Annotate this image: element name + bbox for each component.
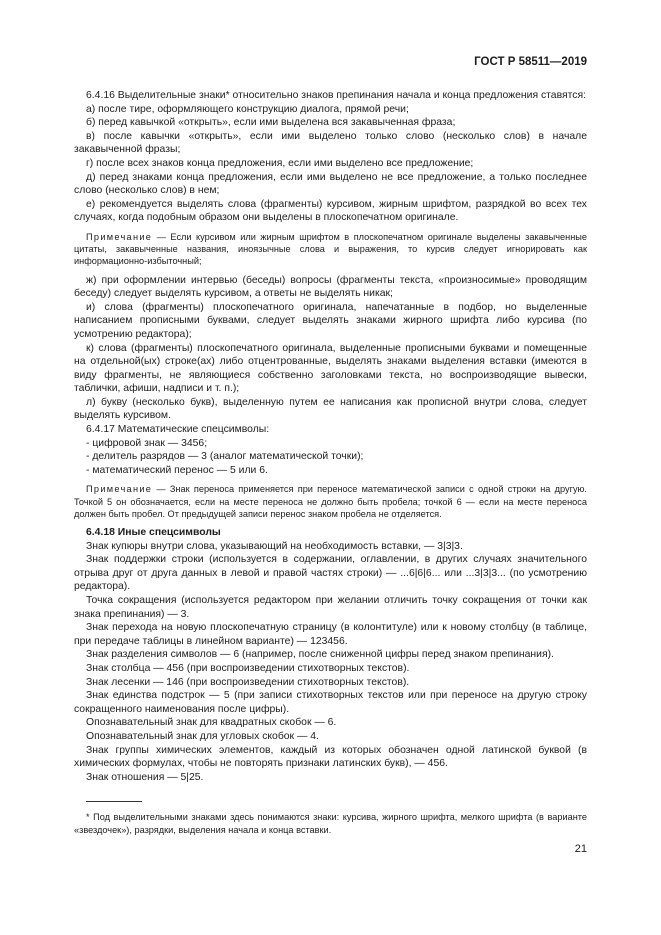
list-item: Знак купюры внутри слова, указывающий на необходимость вставки, — 3|3|3. — [86, 540, 463, 552]
list-item: Знак единства подстрок — 5 (при записи стихотворных текстов или при переносе на другую строку сокращенного наименования после цифры). — [74, 690, 587, 715]
footnote: * Под выделительными знаками здесь понимаются знаки: курсива, жирного шрифта, мелкого шрифта (в варианте «звездочек»), разрядки, выделения начала и конца вставки. — [74, 812, 587, 835]
list-item: - математический перенос — 5 или 6. — [86, 464, 268, 476]
document-code: ГОСТ Р 58511—2019 — [474, 56, 587, 68]
list-item: к) слова (фрагменты) плоскопечатного оригинала, выделенные прописными буквами и помещенные на отдельной(ых) строке(ах) либо отцентрованные, выделять знаками выделения вставки (имеются в виду фрагменты, не являющиеся собственно заголовками текста, но воспроизводящие вывески, таблички, афиши, надписи и т. п.); — [74, 342, 587, 395]
list-item: л) букву (несколько букв), выделенную путем ее написания как прописной внутри слова, следует выделять курсивом. — [74, 396, 587, 422]
list-item: Опознавательный знак для квадратных скобок — 6. — [86, 717, 337, 729]
list-item: Опознавательный знак для угловых скобок — 4. — [86, 730, 319, 742]
clause-intro: 6.4.16 Выделительные знаки* относительно знаков препинания начала и конца предложения ставятся: — [86, 90, 586, 101]
list-item: д) перед знаками конца предложения, если ими выделено не все предложение, а только последнее слово (несколько слов) в нем; — [74, 171, 587, 197]
list-item: Точка сокращения (используется редактором при желании отличить точку сокращения от точки как знака препинания) — 3. — [74, 595, 587, 620]
section-6-4-16 — [74, 89, 587, 423]
list-item: е) рекомендуется выделять слова (фрагменты) курсивом, жирным шрифтом, разрядкой во всех тех случаях, когда подобным образом они выделены в плоскопечатном оригинале. — [74, 198, 587, 224]
list-item: а) после тире, оформляющего конструкцию диалога, прямой речи; — [86, 103, 409, 115]
list-item: и) слова (фрагменты) плоскопечатного оригинала, напечатанные в подбор, но выделенные написанием прописными буквами, следует выделять знаками жирного шрифта либо курсива (по усмотрению редактора); — [74, 301, 587, 340]
list-item: - делитель разрядов — 3 (аналог математической точки); — [86, 451, 364, 463]
page-number: 21 — [574, 843, 587, 855]
list-item: Знак поддержки строки (используется в содержании, оглавлении, в других случаях значительного отрыва друг от друга данных в левой и правой частях строки) — ...6|6|6... или ...3|3|3... (по усмотрению редактора). — [74, 554, 587, 593]
list-item: б) перед кавычкой «открыть», если ими выделена вся закавыченная фраза; — [86, 117, 456, 129]
section-6-4-18 — [74, 526, 587, 784]
list-item: в) после кавычки «открыть», если ими выделено только слово (несколько слов) в начале закавыченной фразы; — [74, 130, 587, 156]
list-item: Знак столбца — 456 (при воспроизведении стихотворных текстов). — [86, 663, 410, 674]
note-label: Примечание — [86, 231, 153, 242]
footnote-divider — [86, 801, 142, 802]
list-item: г) после всех знаков конца предложения, если ими выделено все предложение; — [86, 157, 474, 169]
clause-intro: 6.4.17 Математические спецсимволы: — [86, 424, 270, 436]
list-item: Знак лесенки — 146 (при воспроизведении стихотворных текстов). — [86, 676, 410, 688]
note-text: — Если курсивом или жирным шрифтом в плоскопечатном оригинале выделены закавыченные цитаты, закавыченные названия, иноязычные слова и выражения, то курсив следует игнорировать как информационно-избыточный; — [74, 231, 587, 267]
list-item: Знак перехода на новую плоскопечатную страницу (в колонтитуле) или к новому столбцу (в таблице, при передаче таблицы в линейном варианте) — 123456. — [74, 622, 587, 647]
list-item: Знак отношения — 5|25. — [86, 771, 204, 783]
note — [74, 483, 587, 520]
note-label: Примечание — [86, 484, 153, 495]
section-6-4-17 — [74, 423, 587, 520]
note-text: — Знак переноса применяется при переносе математической записи с одной строки на другую. Точкой 5 он обозначается, если на месте переноса не должно быть пробела; точкой 6 — если на месте переноса должен быть пробел. От предыдущей записи перенос знаком пробела не отделяется. — [74, 484, 587, 519]
list-item: ж) при оформлении интервью (беседы) вопросы (фрагменты текста, «произносимые» проводящим беседу) следует выделять курсивом, а ответы не выделять никак; — [74, 274, 587, 300]
list-item: - цифровой знак — 3456; — [86, 437, 208, 449]
note — [74, 231, 587, 268]
list-item: Знак группы химических элементов, каждый из которых обозначен одной латинской буквой (в химических формулах, чтобы не повторять признаки латинских букв), — 456. — [74, 744, 587, 770]
list-item: Знак разделения символов — 6 (например, после сниженной цифры перед знаком препинания). — [86, 649, 554, 661]
section-heading: 6.4.18 Иные спецсимволы — [86, 527, 221, 539]
